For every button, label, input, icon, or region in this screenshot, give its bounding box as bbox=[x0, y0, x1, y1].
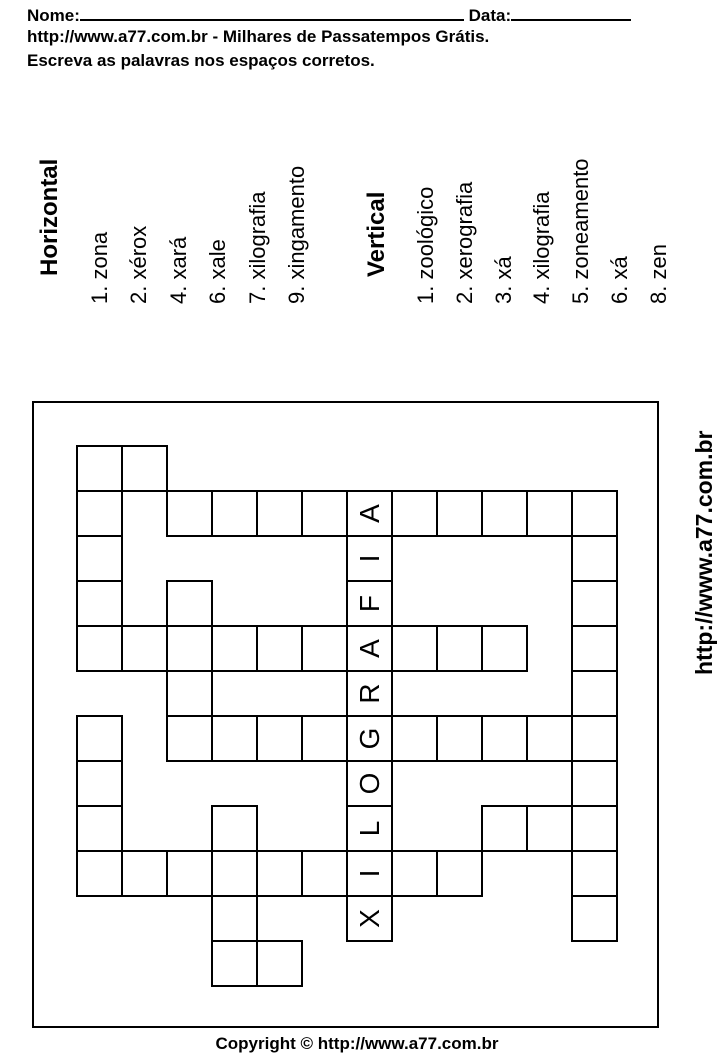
vertical-title: Vertical bbox=[363, 191, 390, 277]
cell-box bbox=[302, 716, 347, 761]
cell-box bbox=[572, 536, 617, 581]
crossword-cell[interactable] bbox=[257, 851, 302, 896]
crossword-cell[interactable] bbox=[302, 491, 347, 536]
cell-letter: G bbox=[354, 727, 385, 750]
horizontal-clue: 7. xilografia bbox=[244, 191, 270, 304]
instruction: Escreva as palavras nos espaços corretos. bbox=[27, 51, 375, 70]
crossword-cell[interactable] bbox=[572, 896, 617, 941]
cell-box bbox=[257, 491, 302, 536]
crossword-cell[interactable] bbox=[302, 716, 347, 761]
cell-box bbox=[392, 716, 437, 761]
crossword-cell[interactable] bbox=[77, 581, 122, 626]
crossword-cell[interactable] bbox=[77, 536, 122, 581]
vertical-clue: 6. xá bbox=[607, 256, 632, 304]
crossword-cell[interactable] bbox=[482, 626, 527, 671]
cell-box bbox=[212, 806, 257, 851]
cell-box bbox=[167, 851, 212, 896]
crossword-cell[interactable] bbox=[572, 491, 617, 536]
cell-box bbox=[167, 581, 212, 626]
name-field[interactable] bbox=[80, 3, 464, 21]
horizontal-clue: 2. xérox bbox=[126, 225, 152, 304]
crossword-cell[interactable] bbox=[257, 941, 302, 986]
horizontal-clue: 1. zona bbox=[87, 231, 112, 304]
vertical-clue: 3. xá bbox=[490, 256, 516, 304]
crossword-cell[interactable] bbox=[77, 761, 122, 806]
cell-letter: I bbox=[354, 554, 385, 563]
cell-letter: X bbox=[354, 909, 385, 928]
crossword-cell[interactable] bbox=[77, 716, 122, 761]
cell-box bbox=[572, 806, 617, 851]
cell-box bbox=[167, 491, 212, 536]
crossword-cell[interactable] bbox=[212, 896, 257, 941]
crossword-cell[interactable] bbox=[347, 806, 392, 851]
crossword-cell[interactable] bbox=[302, 626, 347, 671]
date-label: Data: bbox=[468, 6, 512, 25]
cell-box bbox=[212, 851, 257, 896]
crossword-cell[interactable] bbox=[77, 851, 122, 896]
crossword-cell[interactable] bbox=[572, 671, 617, 716]
crossword-cell[interactable] bbox=[167, 851, 212, 896]
cell-box bbox=[527, 491, 572, 536]
cell-letter: I bbox=[354, 869, 385, 878]
crossword-cell[interactable] bbox=[167, 626, 212, 671]
cell-box bbox=[77, 851, 122, 896]
crossword-cell[interactable] bbox=[347, 896, 392, 941]
cell-box bbox=[302, 626, 347, 671]
cell-box bbox=[572, 896, 617, 941]
crossword-cell[interactable] bbox=[212, 806, 257, 851]
crossword-cell[interactable] bbox=[167, 491, 212, 536]
cell-box bbox=[302, 851, 347, 896]
crossword-cell[interactable] bbox=[392, 626, 437, 671]
cell-box bbox=[212, 491, 257, 536]
crossword-cell[interactable] bbox=[122, 446, 167, 491]
crossword-cell[interactable] bbox=[572, 806, 617, 851]
crossword-cell[interactable] bbox=[437, 491, 482, 536]
cell-box bbox=[212, 896, 257, 941]
cell-box bbox=[257, 716, 302, 761]
crossword-cell[interactable] bbox=[572, 716, 617, 761]
cell-box bbox=[77, 581, 122, 626]
crossword-cell[interactable] bbox=[572, 761, 617, 806]
cell-box bbox=[392, 626, 437, 671]
crossword-cell[interactable] bbox=[212, 851, 257, 896]
crossword-cell[interactable] bbox=[347, 536, 392, 581]
cell-box bbox=[122, 626, 167, 671]
cell-box bbox=[77, 761, 122, 806]
crossword-cell[interactable] bbox=[77, 626, 122, 671]
name-date-line bbox=[27, 3, 631, 26]
crossword-cell[interactable] bbox=[167, 581, 212, 626]
cell-box bbox=[212, 626, 257, 671]
cell-box bbox=[482, 716, 527, 761]
crossword-cell[interactable] bbox=[572, 851, 617, 896]
crossword-cell[interactable] bbox=[122, 851, 167, 896]
crossword-cell[interactable] bbox=[347, 581, 392, 626]
crossword-cell[interactable] bbox=[572, 626, 617, 671]
side-url: http://www.a77.com.br bbox=[691, 430, 717, 675]
cell-box bbox=[437, 491, 482, 536]
cell-letter: A bbox=[354, 504, 385, 523]
crossword-cell[interactable] bbox=[437, 716, 482, 761]
site-line: http://www.a77.com.br - Milhares de Passatempos Grátis. bbox=[27, 27, 490, 46]
crossword-cell[interactable] bbox=[302, 851, 347, 896]
crossword-cell[interactable] bbox=[482, 491, 527, 536]
crossword-cell[interactable] bbox=[212, 491, 257, 536]
cell-box bbox=[437, 716, 482, 761]
cell-box bbox=[572, 491, 617, 536]
copyright-footer: Copyright © http://www.a77.com.br bbox=[215, 1034, 499, 1053]
crossword-cell[interactable] bbox=[347, 626, 392, 671]
cell-box bbox=[392, 851, 437, 896]
cell-box bbox=[572, 716, 617, 761]
cell-letter: L bbox=[354, 820, 385, 837]
cell-box bbox=[527, 716, 572, 761]
crossword-cell[interactable] bbox=[482, 806, 527, 851]
crossword-cell[interactable] bbox=[347, 716, 392, 761]
crossword-cell[interactable] bbox=[77, 491, 122, 536]
crossword-cell[interactable] bbox=[437, 851, 482, 896]
crossword-cell[interactable] bbox=[257, 716, 302, 761]
crossword-cell[interactable] bbox=[572, 581, 617, 626]
cell-box bbox=[572, 671, 617, 716]
horizontal-clue: 6. xale bbox=[205, 239, 231, 304]
crossword-cell[interactable] bbox=[527, 806, 572, 851]
cell-box bbox=[572, 851, 617, 896]
cell-box bbox=[77, 716, 122, 761]
cell-box bbox=[257, 626, 302, 671]
cell-letter: O bbox=[354, 772, 385, 795]
cell-box bbox=[122, 851, 167, 896]
cell-box bbox=[572, 626, 617, 671]
cell-box bbox=[77, 806, 122, 851]
cell-box bbox=[167, 671, 212, 716]
horizontal-title: Horizontal bbox=[36, 158, 63, 276]
name-label: Nome: bbox=[27, 6, 80, 25]
cell-box bbox=[572, 581, 617, 626]
crossword-cell[interactable] bbox=[167, 716, 212, 761]
crossword-cell[interactable] bbox=[257, 626, 302, 671]
horizontal-clue: 4. xará bbox=[165, 236, 191, 304]
crossword-cell[interactable] bbox=[257, 491, 302, 536]
cell-box bbox=[572, 761, 617, 806]
crossword-cell[interactable] bbox=[212, 941, 257, 986]
cell-box bbox=[257, 851, 302, 896]
cell-box bbox=[212, 716, 257, 761]
crossword-cell[interactable] bbox=[347, 491, 392, 536]
crossword-cell[interactable] bbox=[167, 671, 212, 716]
cell-box bbox=[302, 491, 347, 536]
vertical-clue: 5. zoneamento bbox=[568, 158, 594, 304]
cell-box bbox=[77, 491, 122, 536]
cell-letter: F bbox=[354, 594, 385, 613]
vertical-clue: 2. xerografia bbox=[451, 181, 477, 304]
cell-box bbox=[392, 491, 437, 536]
cell-box bbox=[437, 626, 482, 671]
crossword-cell[interactable] bbox=[212, 716, 257, 761]
horizontal-clue: 9. xingamento bbox=[284, 165, 309, 304]
cell-box bbox=[257, 941, 302, 986]
crossword-cell[interactable] bbox=[572, 536, 617, 581]
crossword-cell[interactable] bbox=[347, 671, 392, 716]
vertical-clue: 4. xilografia bbox=[529, 191, 555, 304]
vertical-clue: 1. zoológico bbox=[413, 186, 438, 304]
crossword-cell[interactable] bbox=[347, 761, 392, 806]
crossword-cell[interactable] bbox=[392, 491, 437, 536]
crossword-cell[interactable] bbox=[77, 806, 122, 851]
cell-box bbox=[482, 626, 527, 671]
cell-box bbox=[167, 626, 212, 671]
date-field[interactable] bbox=[511, 3, 631, 21]
crossword-cell[interactable] bbox=[122, 626, 167, 671]
cell-box bbox=[77, 536, 122, 581]
cell-letter: R bbox=[354, 683, 385, 704]
cell-box bbox=[122, 446, 167, 491]
crossword-cell[interactable] bbox=[527, 716, 572, 761]
cell-box bbox=[482, 806, 527, 851]
crossword-cell[interactable] bbox=[212, 626, 257, 671]
cell-box bbox=[527, 806, 572, 851]
cell-letter: A bbox=[354, 639, 385, 658]
crossword-cell[interactable] bbox=[77, 446, 122, 491]
cell-box bbox=[77, 446, 122, 491]
crossword-cell[interactable] bbox=[437, 626, 482, 671]
crossword-cell[interactable] bbox=[392, 851, 437, 896]
cell-box bbox=[77, 626, 122, 671]
crossword-cell[interactable] bbox=[482, 716, 527, 761]
cell-box bbox=[212, 941, 257, 986]
crossword-cell[interactable] bbox=[527, 491, 572, 536]
crossword-cell[interactable] bbox=[347, 851, 392, 896]
vertical-clue: 8. zen bbox=[645, 244, 671, 304]
cell-box bbox=[167, 716, 212, 761]
cell-box bbox=[482, 491, 527, 536]
crossword-cell[interactable] bbox=[392, 716, 437, 761]
cell-box bbox=[437, 851, 482, 896]
